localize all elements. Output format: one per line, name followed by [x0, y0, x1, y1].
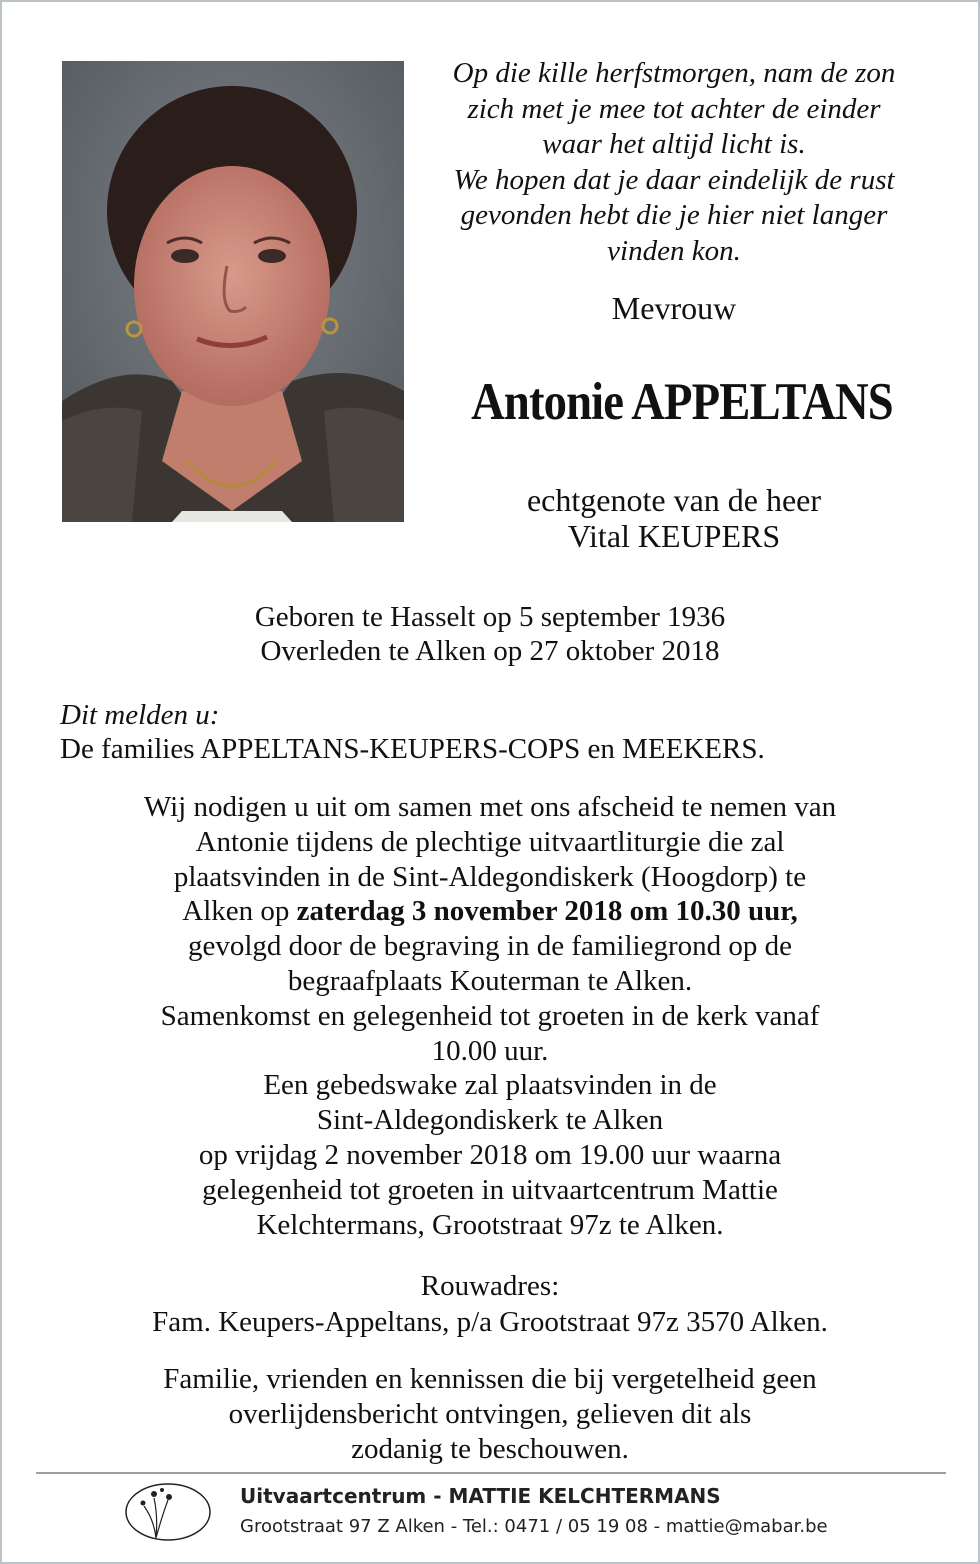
- honorific: Mevrouw: [611, 290, 737, 326]
- poem-line: vinden kon.: [607, 234, 741, 267]
- poem: [414, 56, 934, 269]
- announcement: [60, 698, 765, 766]
- invitation-line: Kelchtermans, Grootstraat 97z te Alken.: [256, 1208, 724, 1241]
- invitation-line: plaatsvinden in de Sint-Aldegondiskerk (Hoogdorp) te: [173, 860, 807, 893]
- mourning-address: [2, 1268, 978, 1340]
- deceased-name: Antonie APPELTANS: [471, 373, 893, 431]
- invitation-line: Een gebedswake zal plaatsvinden in de: [263, 1069, 717, 1102]
- poem-line: gevonden hebt die je hier niet langer: [460, 199, 888, 231]
- invitation-line: [22, 894, 958, 929]
- invitation-line: Antonie tijdens de plechtige uitvaartliturgie die zal: [195, 825, 785, 858]
- poem-line: waar het altijd licht is.: [542, 128, 806, 160]
- birth-line: Geboren te Hasselt op 5 september 1936: [254, 601, 726, 633]
- invitation-line: begraafplaats Kouterman te Alken.: [287, 964, 693, 997]
- address-line: Fam. Keupers-Appeltans, p/a Grootstraat 97z 3570 Alken.: [152, 1306, 828, 1338]
- invitation-line: Samenkomst en gelegenheid tot groeten in de kerk vanaf: [160, 999, 820, 1032]
- invitation-line: 10.00 uur.: [431, 1034, 549, 1067]
- spouse-name: Vital KEUPERS: [567, 518, 781, 554]
- funeral-home-footer: [122, 1480, 862, 1546]
- poem-line: zich met je mee tot achter de einder: [467, 92, 881, 125]
- funeral-datetime: zaterdag 3 november 2018 om 10.30 uur,: [296, 895, 798, 928]
- closing-line: overlijdensbericht ontvingen, gelieven dit als: [228, 1398, 752, 1430]
- spouse-relation: echtgenote van de heer: [526, 482, 822, 518]
- invitation-line: gelegenheid tot groeten in uitvaartcentrum Mattie: [202, 1173, 778, 1206]
- invitation-line: gevolgd door de begraving in de familiegrond op de: [187, 930, 792, 963]
- closing-line: zodanig te beschouwen.: [351, 1433, 629, 1465]
- life-dates: [2, 600, 978, 668]
- portrait-photo: [62, 61, 404, 522]
- address-label: Rouwadres:: [420, 1270, 560, 1302]
- invitation-text: Alken op: [182, 895, 297, 928]
- poem-line: We hopen dat je daar eindelijk de rust: [453, 163, 895, 196]
- invitation-line: op vrijdag 2 november 2018 om 19.00 uur waarna: [198, 1138, 782, 1171]
- flower-logo-icon: [122, 1480, 218, 1542]
- funeral-home-name: Uitvaartcentrum - MATTIE KELCHTERMANS: [240, 1484, 721, 1508]
- funeral-home-contact: Grootstraat 97 Z Alken - Tel.: 0471 / 05 19 08 - mattie@mabar.be: [240, 1516, 828, 1537]
- invitation-line: Wij nodigen u uit om samen met ons afscheid te nemen van: [143, 791, 837, 823]
- funeral-invitation: [22, 790, 958, 1242]
- death-line: Overleden te Alken op 27 oktober 2018: [260, 635, 720, 667]
- closing-line: Familie, vrienden en kennissen die bij vergetelheid geen: [163, 1363, 817, 1395]
- announcement-families: De families APPELTANS-KEUPERS-COPS en MEEKERS.: [60, 733, 765, 765]
- announcement-lead: Dit melden u:: [60, 699, 220, 731]
- spouse-info: [414, 482, 934, 554]
- footer-divider: [36, 1472, 946, 1474]
- poem-line: Op die kille herfstmorgen, nam de zon: [452, 57, 896, 89]
- closing-note: [2, 1362, 978, 1467]
- invitation-line: Sint-Aldegondiskerk te Alken: [316, 1104, 664, 1137]
